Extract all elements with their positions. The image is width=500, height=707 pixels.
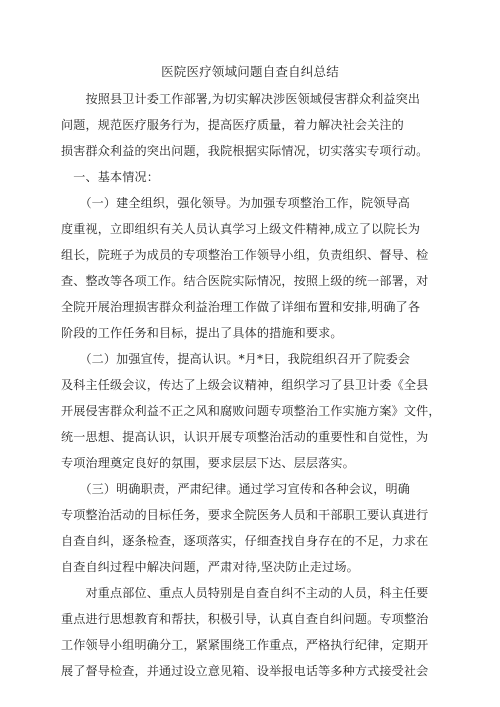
body-line: 度重视，立即组织有关人员认真学习上级文件精神,成立了以院长为 xyxy=(61,222,421,236)
body-line: （二）加强宣传，提高认识。*月*日，我院组织召开了院委会 xyxy=(61,352,411,366)
body-line: 全院开展治理损害群众利益治理工作做了详细布置和安排,明确了各 xyxy=(61,300,421,314)
section-heading: 一、基本情况： xyxy=(61,170,159,184)
body-line: 自查自纠，逐条检查，逐项落实，仔细查找自身存在的不足，力求在 xyxy=(61,534,429,548)
document-title: 医院医疗领域问题自查自纠总结 xyxy=(161,64,339,79)
body-line: 展了督导检查，并通过设立意见箱、设举报电话等多种方式接受社会 xyxy=(61,664,429,678)
body-line: 组长，院班子为成员的专项整治工作领导小组，负责组织、督导、检 xyxy=(61,248,429,262)
body-line: 问题，规范医疗服务行为，提高医疗质量，着力解决社会关注的 xyxy=(61,118,404,132)
body-line: （三）明确职责，严肃纪律。通过学习宣传和各种会议，明确 xyxy=(61,482,411,496)
body-line: 专项治理奠定良好的氛围，要求层层下达、层层落实。 xyxy=(61,456,355,470)
body-line: 工作领导小组明确分工，紧紧围绕工作重点，严格执行纪律，定期开 xyxy=(61,638,429,652)
body-line: 阶段的工作任务和目标，提出了具体的措施和要求。 xyxy=(61,326,343,340)
body-line: 专项整治活动的目标任务，要求全院医务人员和干部职工要认真进行 xyxy=(61,508,429,522)
body-line: 及科主任级会议，传达了上级会议精神，组织学习了县卫计委《全县 xyxy=(61,378,429,392)
body-line: 自查自纠过程中解决问题，严肃对待,坚决防止走过场。 xyxy=(61,560,359,574)
body-line: 重点进行思想教育和帮扶，积极引导，认真自查自纠问题。专项整治 xyxy=(61,612,429,626)
body-line: 按照县卫计委工作部署,为切实解决涉医领域侵害群众利益突出 xyxy=(61,92,421,106)
body-line: 统一思想、提高认识，认识开展专项整治活动的重要性和自觉性，为 xyxy=(61,430,429,444)
body-line: 查、整改等各项工作。结合医院实际情况，按照上级的统一部署，对 xyxy=(61,274,429,288)
body-line: 损害群众利益的突出问题，我院根据实际情况，切实落实专项行动。 xyxy=(61,144,429,158)
body-line: （一）建全组织，强化领导。为加强专项整治工作，院领导高 xyxy=(61,196,411,210)
body-line: 开展侵害群众利益不正之风和腐败问题专项整治工作实施方案》文件， xyxy=(61,404,441,418)
body-line: 对重点部位、重点人员特别是自查自纠不主动的人员，科主任要 xyxy=(61,586,429,600)
